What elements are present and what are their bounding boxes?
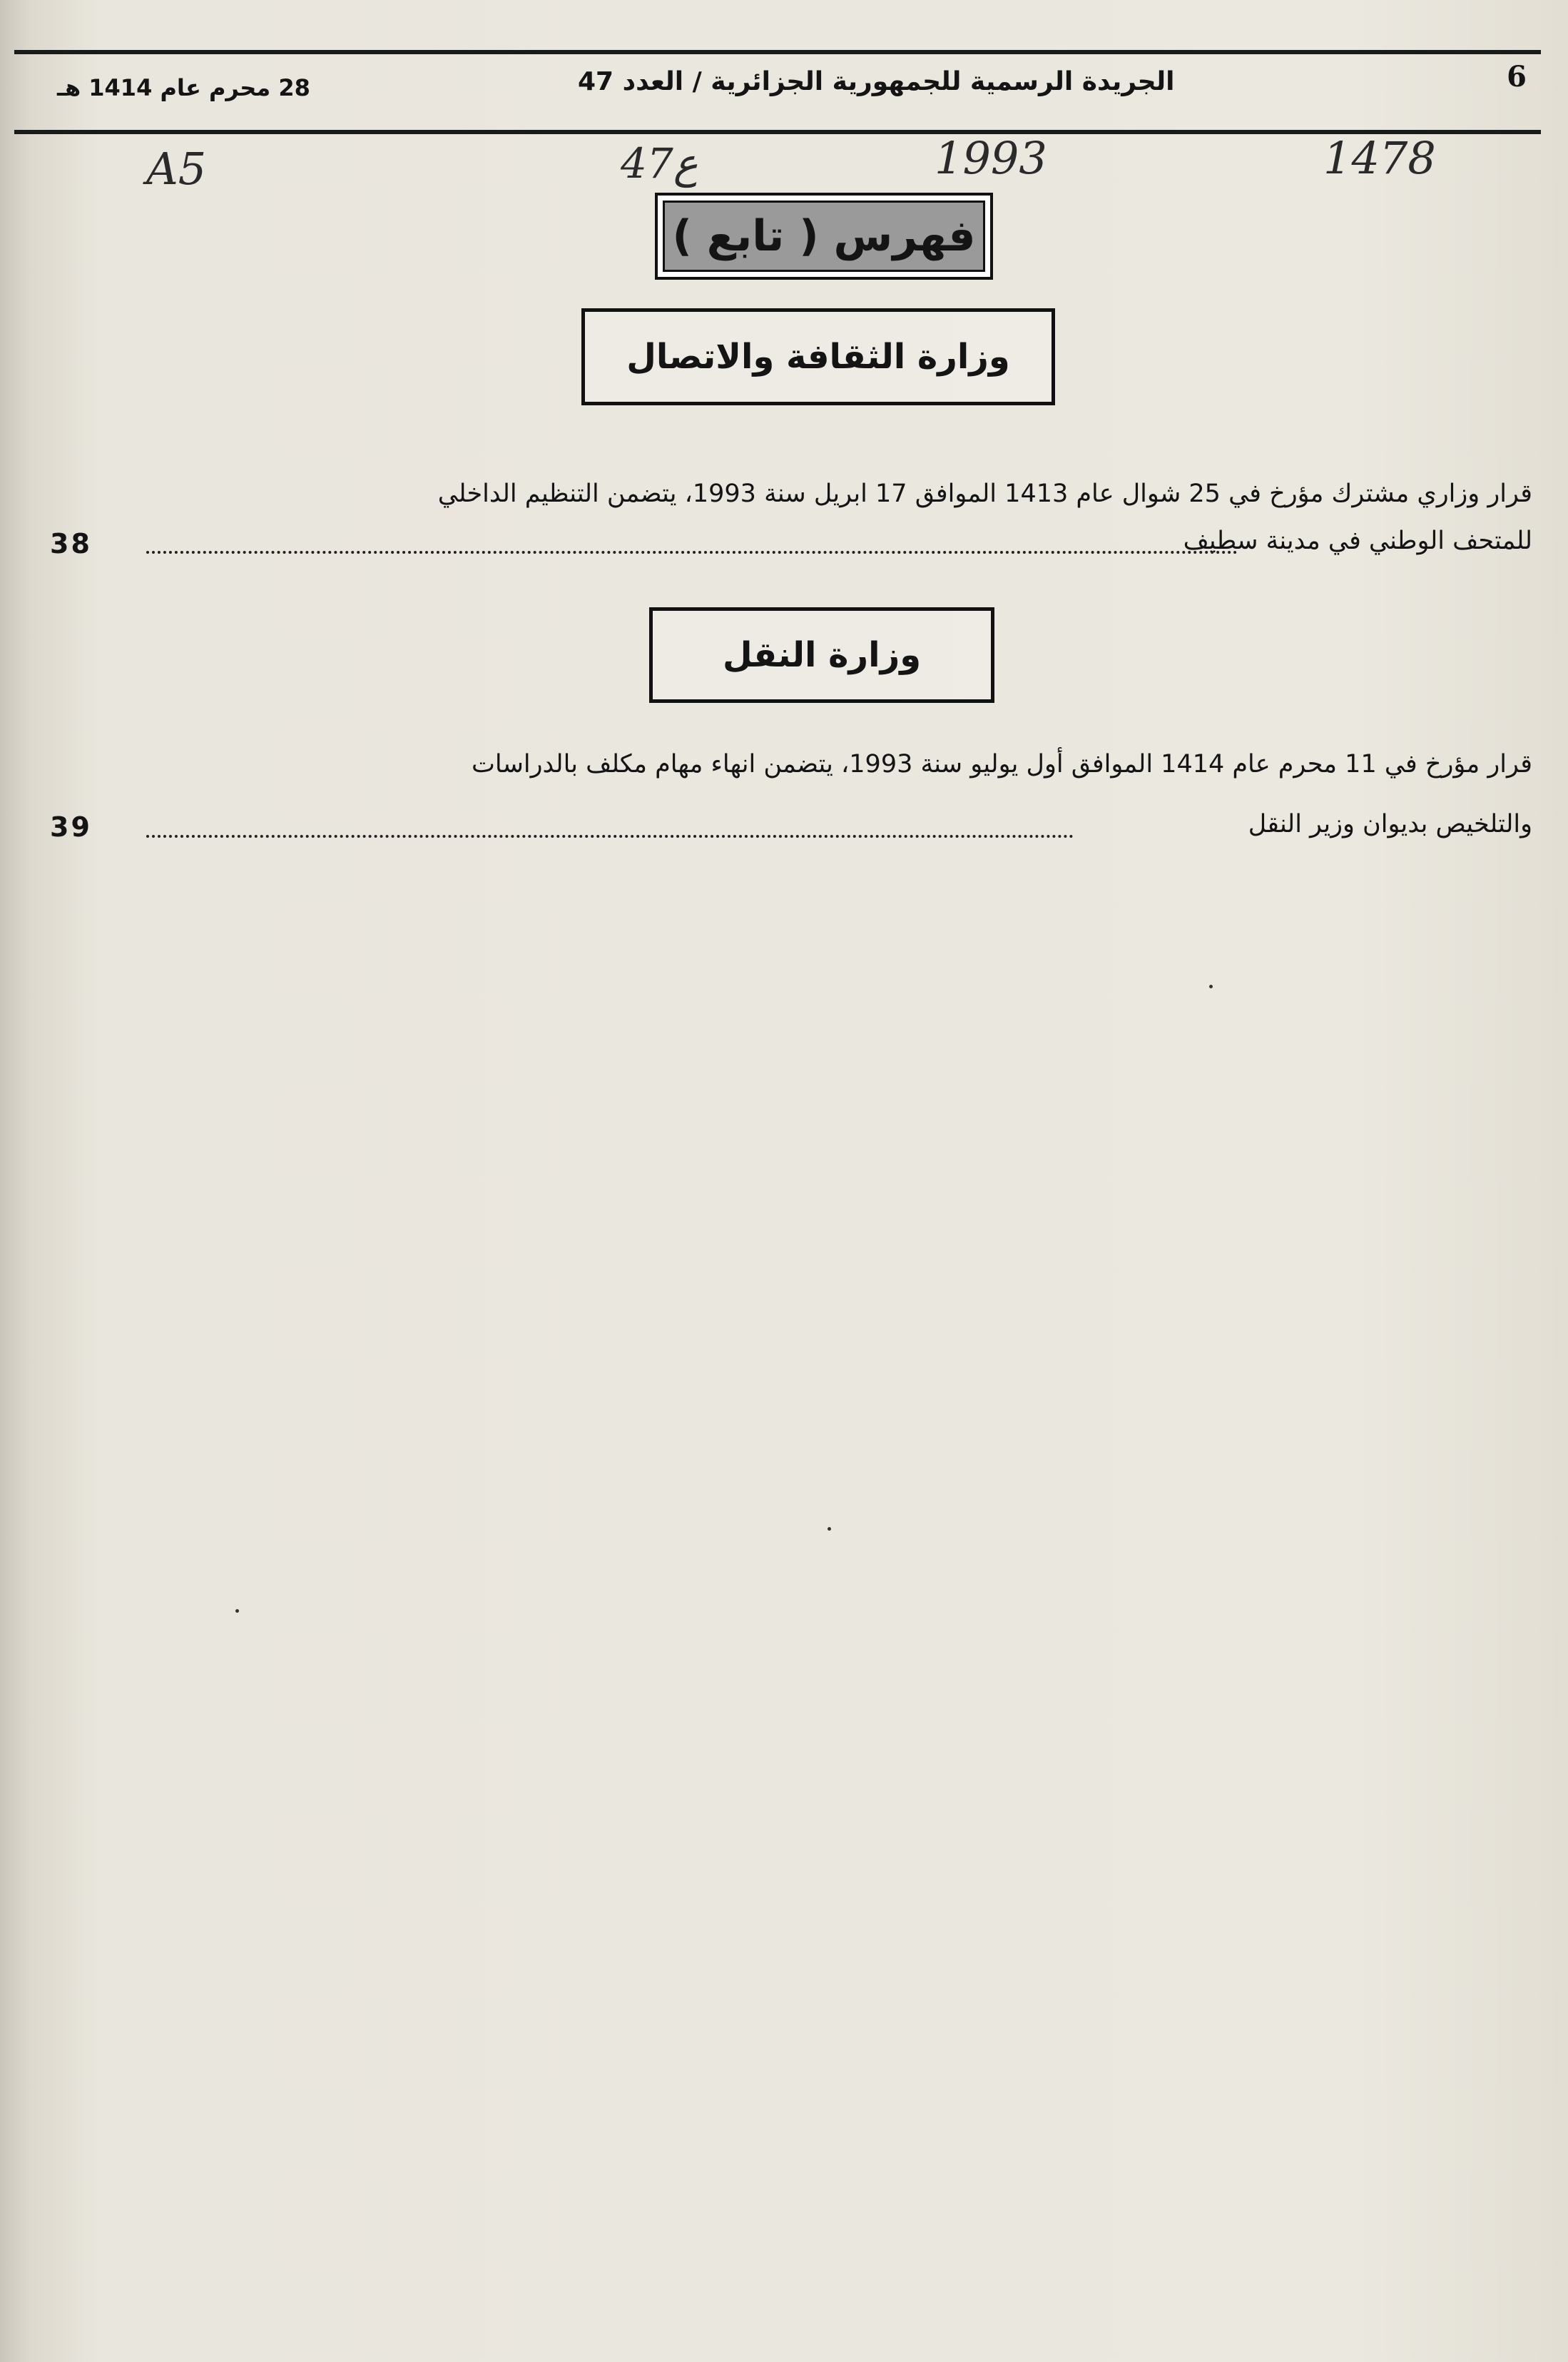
handwritten-page-mark: 1478	[1323, 132, 1436, 184]
dot-leader	[146, 835, 1074, 838]
handwritten-issue-mark: 47ع	[621, 139, 698, 188]
page-number: 6	[1507, 60, 1527, 93]
print-speck	[828, 1527, 831, 1531]
publication-title: الجريدة الرسمية للجمهورية الجزائرية / العدد 47	[578, 67, 1175, 96]
index-entry-line2: للمتحف الوطني في مدينة سطيف	[1183, 527, 1532, 555]
index-title-box	[655, 193, 993, 280]
page-reference: 38	[50, 528, 92, 559]
index-entry-line1: قرار وزاري مشترك مؤرخ في 25 شوال عام 1413 الموافق 17 ابريل سنة 1993، يتضمن التنظيم الداخلي	[437, 480, 1532, 508]
index-title: فهرس ( تابع )	[663, 201, 985, 272]
index-entry-line2: والتلخيص بديوان وزير النقل	[1248, 810, 1532, 838]
print-speck	[235, 1609, 239, 1613]
print-speck	[1209, 985, 1213, 988]
index-entry-line1: قرار مؤرخ في 11 محرم عام 1414 الموافق أول يوليو سنة 1993، يتضمن انهاء مهام مكلف بالدراسات	[471, 750, 1532, 779]
issue-date: 28 محرم عام 1414 هـ	[57, 74, 310, 101]
page-header	[14, 50, 1541, 134]
ministry-heading-culture: وزارة الثقافة والاتصال	[581, 308, 1055, 405]
ministry-heading-transport: وزارة النقل	[649, 607, 994, 703]
handwritten-left-mark: A5	[146, 143, 207, 195]
page-reference: 39	[50, 811, 92, 843]
dot-leader	[146, 551, 1238, 554]
handwritten-year-mark: 1993	[935, 132, 1047, 184]
